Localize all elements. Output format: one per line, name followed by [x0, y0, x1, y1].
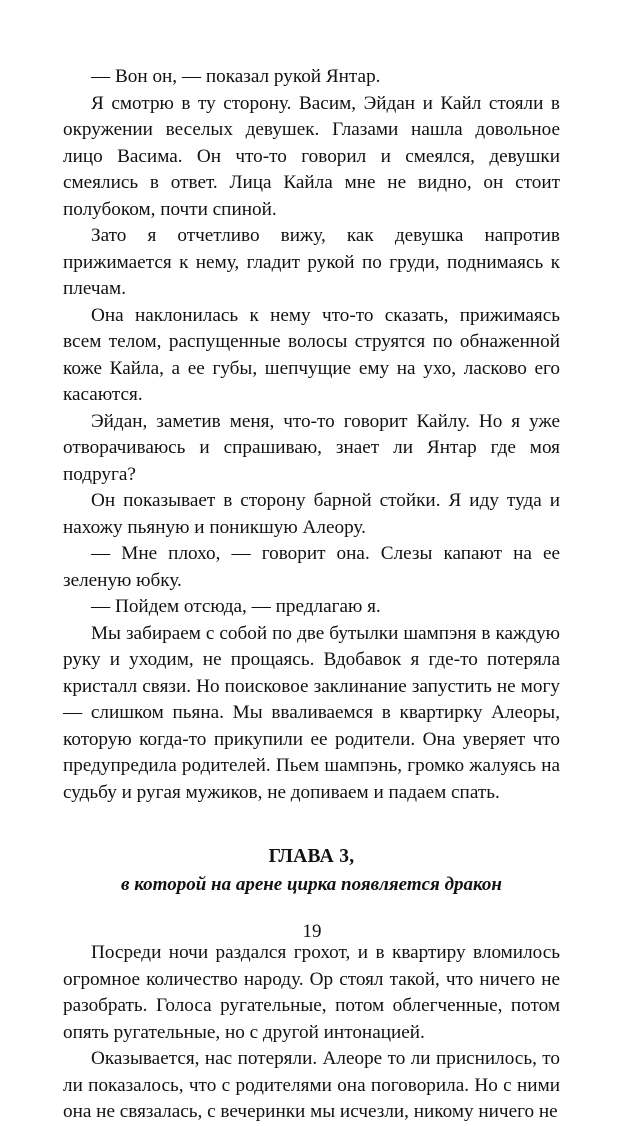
page-number: 19 [302, 921, 322, 942]
paragraph: — Пойдем отсюда, — предлагаю я. [91, 596, 381, 617]
paragraph: Посреди ночи раздался грохот, и в квартиру вломилось огромное количество народу. Ор стоял такой, что ничего не разобрать. Голоса ругательные, потом облегченные, потом опять ругательные, но с другой интонацией. [63, 942, 560, 1043]
paragraph: — Вон он, — показал рукой Янтар. [91, 66, 381, 87]
paragraph: Эйдан, заметив меня, что-то говорит Кайлу. Но я уже отворачиваюсь и спрашиваю, знает ли Янтар где моя подруга? [63, 410, 560, 485]
chapter-subtitle: в которой на арене цирка появляется дракон [121, 874, 502, 895]
paragraph: Оказывается, нас потеряли. Алеоре то ли приснилось, то ли показалось, что с родителями она поговорила. Но с ними она не связалась, с вечеринки мы исчезли, никому ничего не [63, 1048, 560, 1122]
paragraph: Она наклонилась к нему что-то сказать, прижимаясь всем телом, распущенные волосы струятся по обнаженной коже Кайла, а ее губы, шепчущие ему на ухо, ласково его касаются. [63, 304, 560, 405]
chapter-title: ГЛАВА 3, [268, 846, 355, 867]
text-before-chapter [63, 64, 560, 806]
text-after-chapter [63, 940, 560, 1126]
paragraph: Зато я отчетливо вижу, как девушка напротив прижимается к нему, гладит рукой по груди, поднимаясь к плечам. [63, 225, 560, 299]
paragraph: Мы забираем с собой по две бутылки шампэня в каждую руку и уходим, не прощаясь. Вдобавок я где-то потеряла кристалл связи. Но поисковое заклинание запустить не могу — слишком пьяна. Мы вваливаемся в квартирку Алеоры, которую когда-то прикупили ее родители. Она уверяет что предупредила родителей. Пьем шампэнь, громко жалуясь на судьбу и ругая мужиков, не допиваем и падаем спать. [63, 622, 560, 803]
paragraph: Он показывает в сторону барной стойки. Я иду туда и нахожу пьяную и поникшую Алеору. [63, 490, 560, 538]
paragraph: Я смотрю в ту сторону. Васим, Эйдан и Кайл стояли в окружении веселых девушек. Глазами нашла довольное лицо Васима. Он что-то говорил и смеялся, девушки смеялись в ответ. Лица Кайла мне не видно, он стоит полубоком, почти спиной. [63, 92, 560, 220]
paragraph: — Мне плохо, — говорит она. Слезы капают на ее зеленую юбку. [63, 543, 560, 591]
book-page [63, 64, 560, 1126]
chapter-heading [63, 844, 560, 900]
